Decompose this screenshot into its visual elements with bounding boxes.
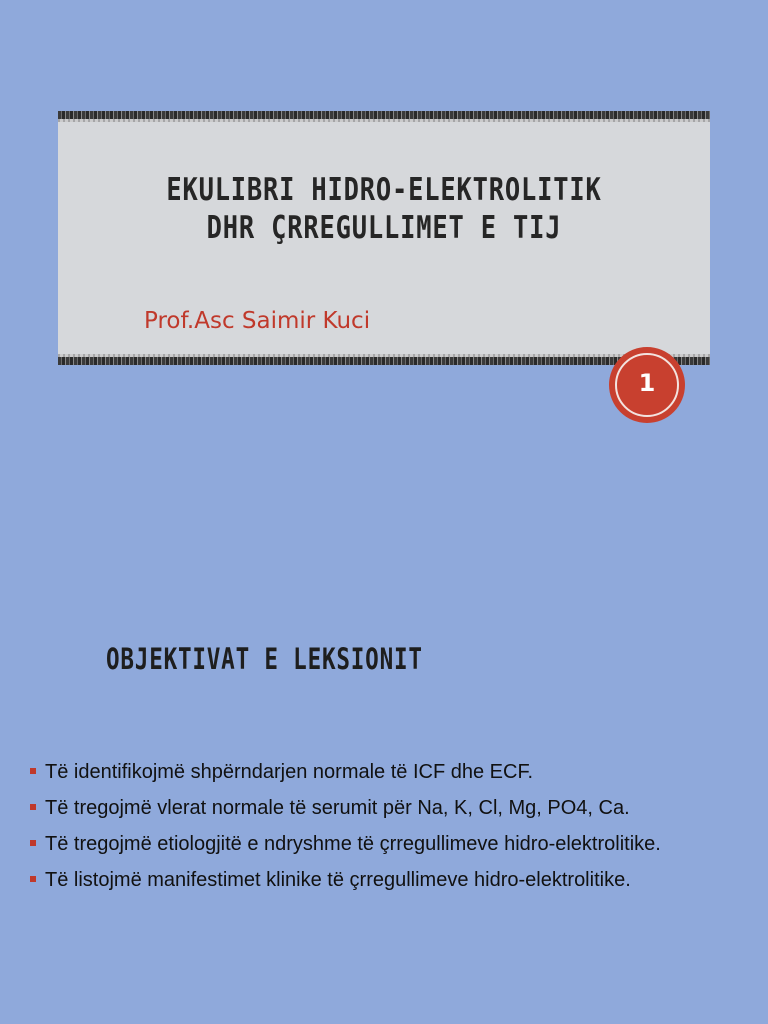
author-subtitle: Prof.Asc Saimir Kuci [144,308,371,334]
bullet-square-icon [30,876,36,882]
title-box-top-border [58,111,710,119]
title-slide-box [58,111,710,365]
list-item [28,760,748,784]
list-item [28,868,748,892]
list-item-text: Të tregojmë vlerat normale të serumit për Na, K, Cl, Mg, PO4, Ca. [45,797,630,819]
bullet-square-icon [30,840,36,846]
slide-number: 1 [638,369,656,397]
bullet-square-icon [30,768,36,774]
slide-title-line-2: DHR ÇRREGULLIMET E TIJ [206,210,562,246]
slide-title [117,171,652,247]
title-box-top-border-inner [58,119,710,122]
list-item-text: Të listojmë manifestimet klinike të çrregullimeve hidro-elektrolitike. [45,869,631,891]
list-item-text: Të tregojmë etiologjitë e ndryshme të çrregullimeve hidro-elektrolitike. [45,833,661,855]
objectives-list [28,760,748,904]
list-item-text: Të identifikojmë shpërndarjen normale të ICF dhe ECF. [45,761,534,783]
list-item [28,832,748,856]
bullet-square-icon [30,804,36,810]
slide-number-badge [609,347,685,423]
list-item [28,796,748,820]
objectives-heading: OBJEKTIVAT E LEKSIONIT [106,642,423,676]
slide-title-line-1: EKULIBRI HIDRO-ELEKTROLITIK [166,172,602,208]
